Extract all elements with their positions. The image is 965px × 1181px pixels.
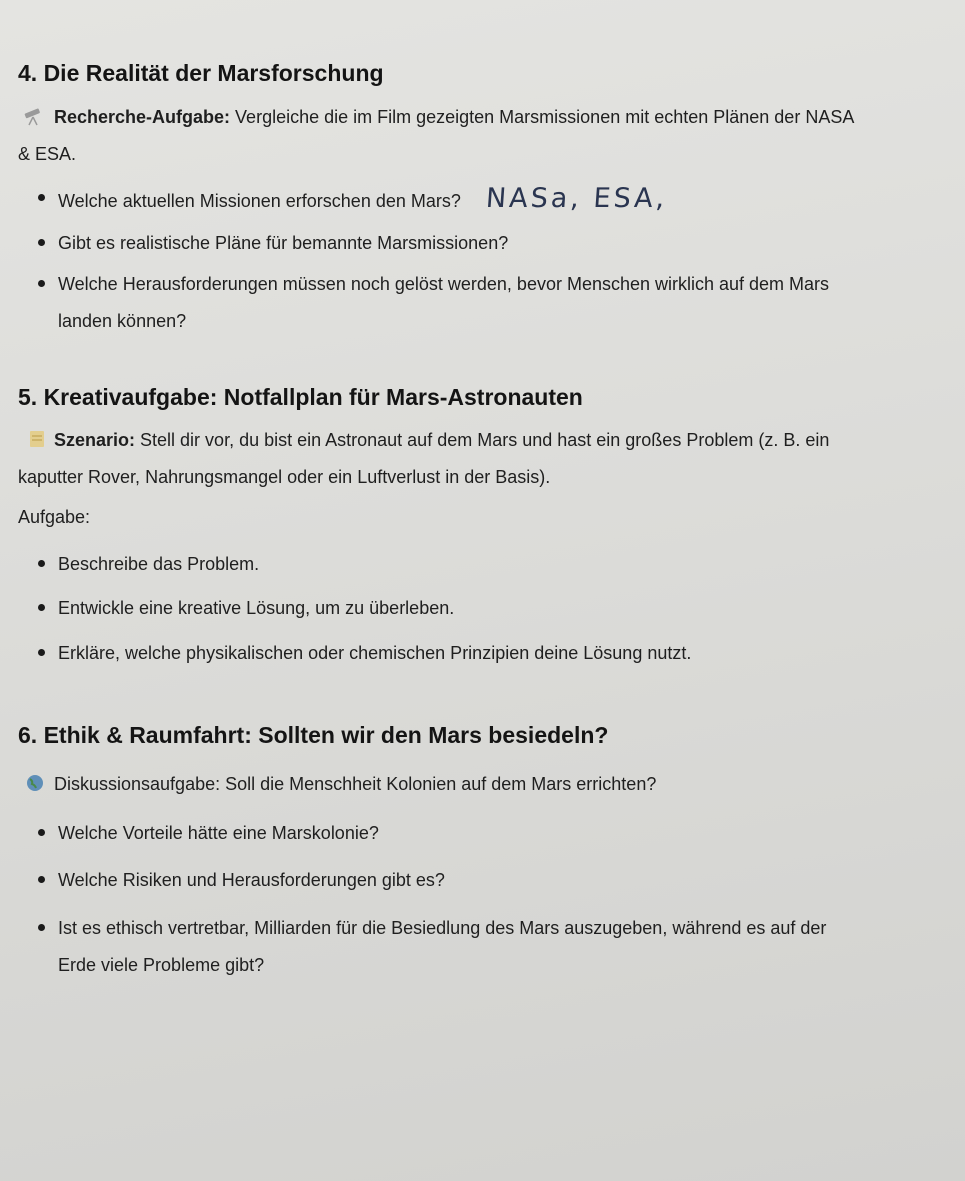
scenario: [18, 422, 938, 496]
question-text: Welche Risiken und Herausforderungen gibt es?: [58, 870, 445, 890]
discussion-text: Soll die Menschheit Kolonien auf dem Mars errichten?: [220, 774, 657, 794]
bullet-icon: [38, 829, 45, 836]
research-task-label: Recherche-Aufgabe:: [54, 107, 231, 127]
research-task: [18, 99, 938, 173]
section-6-title: 6. Ethik & Raumfahrt: Sollten wir den Mars besiedeln?: [18, 722, 609, 748]
bullet-icon: [38, 194, 45, 201]
bullet-icon: [38, 876, 45, 883]
section-4-title: 4. Die Realität der Marsforschung: [18, 60, 384, 86]
task-text: Erkläre, welche physikalischen oder chemischen Prinzipien deine Lösung nutzt.: [58, 643, 692, 663]
telescope-icon: [22, 102, 48, 122]
research-task-text: Vergleiche die im Film gezeigten Marsmissionen mit echten Plänen der NASA: [230, 107, 855, 127]
question-text-cont: Erde viele Probleme gibt?: [58, 955, 265, 975]
question-text: Welche Herausforderungen müssen noch gelöst werden, bevor Menschen wirklich auf dem Mars: [58, 274, 830, 294]
handwritten-answer: NASa, ESA,: [484, 183, 669, 214]
bullet-icon: [38, 560, 45, 567]
bullet-icon: [38, 924, 45, 931]
research-task-text-cont: & ESA.: [18, 144, 77, 164]
discussion-task: [18, 766, 938, 803]
question-text: Ist es ethisch vertretbar, Milliarden für die Besiedlung des Mars auszugeben, während es auf der: [58, 918, 827, 938]
bullet-icon: [38, 604, 45, 611]
question-text: Welche aktuellen Missionen erforschen den Mars?: [58, 191, 461, 211]
scenario-text-cont: kaputter Rover, Nahrungsmangel oder ein Luftverlust in der Basis).: [18, 467, 551, 487]
task-text: Beschreibe das Problem.: [58, 554, 260, 574]
question-text-cont: landen können?: [58, 311, 187, 331]
bullet-icon: [38, 280, 45, 287]
question-text: Welche Vorteile hätte eine Marskolonie?: [58, 823, 379, 843]
scenario-text: Stell dir vor, du bist ein Astronaut auf dem Mars und hast ein großes Problem (z. B. ein: [135, 430, 830, 450]
task-text: Entwickle eine kreative Lösung, um zu überleben.: [58, 598, 455, 618]
notepad-icon: [22, 425, 48, 445]
globe-icon: [22, 769, 48, 789]
section-5-title: 5. Kreativaufgabe: Notfallplan für Mars-Astronauten: [18, 384, 583, 410]
bullet-icon: [38, 649, 45, 656]
bullet-icon: [38, 239, 45, 246]
scenario-label: Szenario:: [54, 430, 136, 450]
aufgabe-label: Aufgabe:: [18, 507, 91, 527]
discussion-label: Diskussionsaufgabe:: [54, 774, 221, 794]
question-text: Gibt es realistische Pläne für bemannte Marsmissionen?: [58, 233, 509, 253]
